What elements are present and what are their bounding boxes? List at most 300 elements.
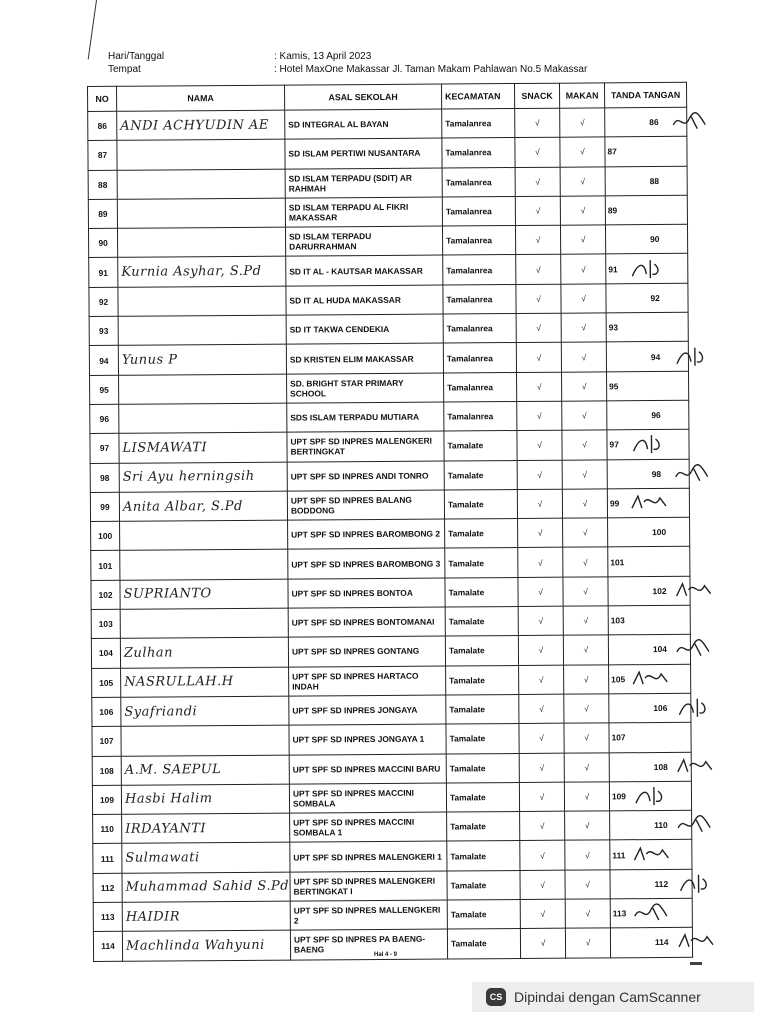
name-cell bbox=[119, 432, 287, 462]
signature-number: 91 bbox=[608, 263, 618, 274]
signature-number: 102 bbox=[652, 585, 667, 596]
makan-check: √ bbox=[564, 782, 609, 812]
place-label: Tempat bbox=[108, 64, 141, 75]
signature-mark bbox=[677, 931, 717, 953]
snack-check: √ bbox=[517, 460, 562, 490]
attendance-table bbox=[87, 82, 693, 962]
makan-check: √ bbox=[560, 108, 605, 138]
school-cell: UPT SPF SD INPRES HARTACO INDAH bbox=[289, 666, 446, 696]
camscanner-logo-icon: CS bbox=[486, 988, 506, 1006]
date-value: : Kamis, 13 April 2023 bbox=[274, 51, 372, 62]
snack-check: √ bbox=[515, 108, 560, 138]
name-cell bbox=[120, 520, 288, 550]
table-row bbox=[88, 224, 687, 257]
school-cell: SDS ISLAM TERPADU MUTIARA bbox=[287, 402, 444, 432]
row-number: 102 bbox=[91, 580, 120, 609]
handwritten-name: Sri Ayu herningsih bbox=[122, 469, 255, 485]
school-cell: UPT SPF SD INPRES PA BAENG-BAENG bbox=[290, 929, 447, 959]
school-cell: UPT SPF SD INPRES JONGAYA 1 bbox=[289, 724, 446, 754]
row-number: 87 bbox=[88, 141, 117, 170]
signature-number: 96 bbox=[651, 410, 661, 421]
table-row bbox=[93, 810, 692, 843]
makan-check: √ bbox=[560, 196, 605, 226]
camscanner-text: Dipindai dengan CamScanner bbox=[514, 989, 701, 1005]
name-cell bbox=[120, 637, 288, 667]
name-cell bbox=[118, 257, 286, 287]
snack-check: √ bbox=[519, 782, 564, 812]
district-cell: Tamalate bbox=[446, 665, 519, 695]
school-cell: SD ISLAM TERPADU (SDIT) AR RAHMAH bbox=[285, 168, 442, 198]
signature-cell bbox=[605, 224, 687, 254]
snack-check: √ bbox=[518, 636, 563, 666]
district-cell: Tamalate bbox=[445, 548, 518, 578]
school-cell: UPT SPF SD INPRES MALENGKERI BERTINGKAT bbox=[287, 431, 444, 461]
row-number: 99 bbox=[90, 492, 119, 521]
snack-check: √ bbox=[516, 343, 561, 373]
table-row bbox=[92, 723, 691, 756]
handwritten-name: Yunus P bbox=[121, 352, 178, 368]
row-number: 93 bbox=[89, 316, 118, 345]
signature-number: 100 bbox=[652, 527, 667, 538]
signature-number: 112 bbox=[654, 878, 669, 889]
table-row bbox=[91, 547, 690, 580]
snack-check: √ bbox=[515, 225, 560, 255]
district-cell: Tamalate bbox=[445, 519, 518, 549]
col-makan: MAKAN bbox=[559, 83, 604, 108]
row-number: 101 bbox=[91, 551, 120, 580]
col-nama: NAMA bbox=[117, 85, 285, 111]
snack-check: √ bbox=[519, 694, 564, 724]
document-header bbox=[108, 50, 587, 76]
snack-check: √ bbox=[516, 284, 561, 314]
row-number: 94 bbox=[89, 346, 118, 375]
signature-cell bbox=[607, 400, 689, 430]
name-cell bbox=[122, 901, 290, 931]
signature-number: 98 bbox=[651, 468, 662, 479]
school-cell: SD ISLAM TERPADU DARURRAHMAN bbox=[285, 226, 442, 256]
school-cell: SD IT AL - KAUTSAR MAKASSAR bbox=[286, 256, 443, 286]
makan-check: √ bbox=[560, 137, 605, 167]
handwritten-name: IRDAYANTI bbox=[125, 820, 207, 837]
school-cell: SD ISLAM PERTIWI NUSANTARA bbox=[285, 138, 442, 168]
signature-number: 106 bbox=[653, 703, 668, 714]
signature-cell bbox=[606, 283, 688, 313]
table-row bbox=[93, 869, 692, 902]
name-cell bbox=[117, 110, 285, 140]
school-cell: UPT SPF SD INPRES BAROMBONG 2 bbox=[288, 519, 445, 549]
name-cell bbox=[119, 374, 287, 404]
school-cell: SD INTEGRAL AL BAYAN bbox=[285, 109, 442, 139]
handwritten-name: LISMAWATI bbox=[122, 440, 208, 456]
table-row bbox=[92, 664, 691, 697]
district-cell: Tamalate bbox=[446, 753, 519, 783]
signature-mark bbox=[677, 872, 717, 894]
signature-number: 99 bbox=[609, 498, 620, 509]
makan-check: √ bbox=[564, 694, 609, 724]
row-number: 106 bbox=[92, 697, 121, 726]
makan-check: √ bbox=[560, 166, 605, 196]
name-cell bbox=[122, 813, 290, 843]
district-cell: Tamalate bbox=[445, 636, 518, 666]
signature-cell bbox=[608, 547, 690, 577]
school-cell: UPT SPF SD INPRES BONTOMANAI bbox=[288, 607, 445, 637]
row-number: 113 bbox=[93, 902, 122, 931]
signature-cell bbox=[610, 898, 692, 928]
district-cell: Tamalate bbox=[447, 929, 520, 959]
table-row bbox=[90, 459, 689, 492]
row-number: 111 bbox=[93, 844, 122, 873]
school-cell: UPT SPF SD INPRES MALENGKERI BERTINGKAT I bbox=[290, 871, 447, 901]
name-cell bbox=[121, 667, 289, 697]
signature-number: 111 bbox=[612, 849, 626, 860]
name-cell bbox=[118, 344, 286, 374]
signature-number: 110 bbox=[654, 820, 668, 831]
name-cell bbox=[122, 872, 290, 902]
signature-cell bbox=[608, 635, 690, 665]
makan-check: √ bbox=[564, 723, 609, 753]
school-cell: SD KRISTEN ELIM MAKASSAR bbox=[286, 343, 443, 373]
signature-cell bbox=[609, 752, 691, 782]
signature-mark bbox=[632, 843, 672, 865]
district-cell: Tamalate bbox=[444, 489, 517, 519]
school-cell: UPT SPF SD INPRES BAROMBONG 3 bbox=[288, 548, 445, 578]
signature-number: 109 bbox=[611, 791, 626, 802]
row-number: 91 bbox=[89, 258, 118, 287]
snack-check: √ bbox=[517, 372, 562, 402]
signature-mark bbox=[673, 345, 713, 367]
signature-mark bbox=[632, 785, 672, 807]
snack-check: √ bbox=[518, 606, 563, 636]
signature-number: 86 bbox=[649, 117, 659, 128]
signature-cell bbox=[606, 254, 688, 284]
district-cell: Tamalate bbox=[446, 694, 519, 724]
district-cell: Tamalanrea bbox=[442, 138, 515, 168]
row-number: 88 bbox=[88, 170, 117, 199]
table-row bbox=[90, 488, 689, 521]
snack-check: √ bbox=[518, 577, 563, 607]
name-cell bbox=[118, 315, 286, 345]
handwritten-name: Machlinda Wahyuni bbox=[125, 937, 265, 954]
signature-cell bbox=[610, 810, 692, 840]
snack-check: √ bbox=[520, 928, 565, 958]
row-number: 92 bbox=[89, 287, 118, 316]
name-cell bbox=[121, 755, 289, 785]
row-number: 109 bbox=[92, 785, 121, 814]
handwritten-name: HAIDIR bbox=[125, 909, 181, 925]
table-row bbox=[92, 781, 691, 814]
handwritten-name: Kurnia Asyhar, S.Pd bbox=[121, 263, 262, 280]
signature-mark bbox=[675, 638, 715, 660]
handwritten-name: ANDI ACHYUDIN AE bbox=[120, 117, 269, 134]
school-cell: UPT SPF SD INPRES MACCINI BARU bbox=[289, 754, 446, 784]
makan-check: √ bbox=[563, 577, 608, 607]
makan-check: √ bbox=[562, 459, 607, 489]
place-value: : Hotel MaxOne Makassar Jl. Taman Makam Pahlawan No.5 Makassar bbox=[274, 64, 588, 75]
school-cell: SD. BRIGHT STAR PRIMARY SCHOOL bbox=[287, 373, 444, 403]
row-number: 89 bbox=[88, 199, 117, 228]
signature-number: 94 bbox=[650, 351, 661, 362]
place-row bbox=[108, 63, 587, 76]
district-cell: Tamalate bbox=[447, 812, 520, 842]
district-cell: Tamalanrea bbox=[442, 226, 515, 256]
snack-check: √ bbox=[518, 548, 563, 578]
name-cell bbox=[121, 784, 289, 814]
district-cell: Tamalate bbox=[447, 841, 520, 871]
signature-cell bbox=[606, 342, 688, 372]
col-kecamatan: KECAMATAN bbox=[441, 84, 514, 110]
handwritten-name: Hasbi Halim bbox=[124, 791, 213, 808]
table-row bbox=[90, 430, 689, 463]
school-cell: SD IT AL HUDA MAKASSAR bbox=[286, 285, 443, 315]
name-cell bbox=[118, 286, 286, 316]
handwritten-name: A.M. SAEPUL bbox=[124, 762, 222, 778]
row-number: 104 bbox=[91, 639, 120, 668]
district-cell: Tamalanrea bbox=[444, 401, 517, 431]
table-row bbox=[88, 107, 687, 140]
table-row bbox=[91, 635, 690, 668]
row-number: 107 bbox=[92, 727, 121, 756]
signature-number: 95 bbox=[609, 381, 619, 392]
district-cell: Tamalate bbox=[445, 607, 518, 637]
snack-check: √ bbox=[517, 489, 562, 519]
district-cell: Tamalate bbox=[444, 431, 517, 461]
signature-mark bbox=[629, 433, 669, 455]
signature-number: 101 bbox=[610, 556, 625, 567]
handwritten-name: Anita Albar, S.Pd bbox=[122, 498, 243, 515]
signature-cell bbox=[605, 166, 687, 196]
signature-cell bbox=[606, 312, 688, 342]
signature-cell bbox=[605, 137, 687, 167]
snack-check: √ bbox=[519, 665, 564, 695]
signature-number: 103 bbox=[610, 615, 625, 626]
snack-check: √ bbox=[515, 167, 560, 197]
table-row bbox=[93, 898, 692, 931]
table-row bbox=[89, 283, 688, 316]
row-number: 90 bbox=[88, 228, 117, 257]
name-cell bbox=[119, 403, 287, 433]
school-cell: UPT SPF SD INPRES MALLENGKERI 2 bbox=[290, 900, 447, 930]
row-number: 97 bbox=[90, 434, 119, 463]
signature-mark bbox=[674, 462, 714, 484]
signature-number: 108 bbox=[653, 761, 668, 772]
name-cell bbox=[119, 491, 287, 521]
row-number: 108 bbox=[92, 756, 121, 785]
school-cell: UPT SPF SD INPRES MALENGKERI 1 bbox=[290, 841, 447, 871]
makan-check: √ bbox=[565, 928, 610, 958]
table-row bbox=[92, 693, 691, 726]
table-row bbox=[91, 605, 690, 638]
table-row bbox=[88, 137, 687, 170]
school-cell: UPT SPF SD INPRES GONTANG bbox=[288, 636, 445, 666]
makan-check: √ bbox=[562, 489, 607, 519]
name-cell bbox=[121, 725, 289, 755]
signature-number: 104 bbox=[652, 644, 667, 655]
name-cell bbox=[117, 198, 285, 228]
school-cell: UPT SPF SD INPRES JONGAYA bbox=[289, 695, 446, 725]
signature-number: 89 bbox=[607, 205, 618, 216]
signature-cell bbox=[607, 371, 689, 401]
district-cell: Tamalate bbox=[447, 870, 520, 900]
table-row bbox=[91, 576, 690, 609]
makan-check: √ bbox=[561, 342, 606, 372]
signature-cell bbox=[610, 840, 692, 870]
signature-cell bbox=[605, 195, 687, 225]
district-cell: Tamalanrea bbox=[442, 109, 515, 139]
snack-check: √ bbox=[519, 753, 564, 783]
signature-cell bbox=[608, 517, 690, 547]
date-label: Hari/Tanggal bbox=[108, 51, 165, 62]
makan-check: √ bbox=[565, 899, 610, 929]
table-row bbox=[88, 166, 687, 199]
district-cell: Tamalanrea bbox=[443, 314, 516, 344]
snack-check: √ bbox=[519, 723, 564, 753]
snack-check: √ bbox=[520, 870, 565, 900]
makan-check: √ bbox=[564, 752, 609, 782]
signature-number: 88 bbox=[649, 175, 660, 186]
district-cell: Tamalanrea bbox=[443, 343, 516, 373]
school-cell: UPT SPF SD INPRES MACCINI SOMBALA 1 bbox=[290, 812, 447, 842]
row-number: 112 bbox=[93, 873, 122, 902]
name-cell bbox=[117, 169, 285, 199]
col-tanda-tangan: TANDA TANGAN bbox=[604, 82, 686, 108]
signature-cell bbox=[605, 107, 687, 137]
signature-mark bbox=[671, 111, 711, 133]
name-cell bbox=[119, 462, 287, 492]
handwritten-name: NASRULLAH.H bbox=[124, 674, 234, 691]
signature-mark bbox=[633, 902, 673, 924]
table-row bbox=[93, 840, 692, 873]
signature-cell bbox=[609, 693, 691, 723]
school-cell: SD IT TAKWA CENDEKIA bbox=[286, 314, 443, 344]
snack-check: √ bbox=[516, 255, 561, 285]
makan-check: √ bbox=[563, 547, 608, 577]
school-cell: UPT SPF SD INPRES MACCINI SOMBALA bbox=[289, 783, 446, 813]
handwritten-name: Sulmawati bbox=[125, 850, 200, 866]
makan-check: √ bbox=[561, 254, 606, 284]
row-number: 96 bbox=[90, 404, 119, 433]
signature-number: 97 bbox=[609, 439, 619, 450]
makan-check: √ bbox=[561, 284, 606, 314]
signature-mark bbox=[676, 814, 716, 836]
row-number: 114 bbox=[93, 932, 122, 961]
signature-cell bbox=[610, 869, 692, 899]
table-row bbox=[89, 312, 688, 345]
name-cell bbox=[122, 843, 290, 873]
district-cell: Tamalate bbox=[447, 900, 520, 930]
signature-cell bbox=[608, 576, 690, 606]
page-number: Hal 4 - 9 bbox=[374, 952, 398, 958]
district-cell: Tamalanrea bbox=[442, 196, 515, 226]
makan-check: √ bbox=[563, 518, 608, 548]
table-row bbox=[88, 195, 687, 228]
signature-mark bbox=[630, 492, 670, 514]
row-number: 98 bbox=[90, 463, 119, 492]
district-cell: Tamalanrea bbox=[444, 372, 517, 402]
name-cell bbox=[120, 550, 288, 580]
handwritten-name: Muhammad Sahid S.Pd bbox=[125, 878, 290, 896]
makan-check: √ bbox=[561, 313, 606, 343]
row-number: 100 bbox=[91, 521, 120, 550]
makan-check: √ bbox=[560, 225, 605, 255]
makan-check: √ bbox=[562, 401, 607, 431]
table-row bbox=[92, 752, 691, 785]
row-number: 86 bbox=[88, 111, 117, 140]
table-row bbox=[90, 400, 689, 433]
makan-check: √ bbox=[565, 870, 610, 900]
name-cell bbox=[122, 930, 290, 960]
name-cell bbox=[117, 227, 285, 257]
snack-check: √ bbox=[517, 430, 562, 460]
snack-check: √ bbox=[520, 841, 565, 871]
signature-cell bbox=[607, 459, 689, 489]
signature-number: 92 bbox=[650, 292, 660, 303]
signature-cell bbox=[609, 723, 691, 753]
scan-edge-line bbox=[88, 0, 97, 59]
snack-check: √ bbox=[515, 137, 560, 167]
signature-mark bbox=[674, 580, 714, 602]
col-snack: SNACK bbox=[514, 83, 559, 108]
snack-check: √ bbox=[515, 196, 560, 226]
signature-number: 87 bbox=[607, 146, 617, 157]
name-cell bbox=[117, 139, 285, 169]
row-number: 95 bbox=[90, 375, 119, 404]
signature-number: 113 bbox=[612, 908, 627, 919]
district-cell: Tamalate bbox=[445, 577, 518, 607]
makan-check: √ bbox=[564, 665, 609, 695]
district-cell: Tamalanrea bbox=[443, 255, 516, 285]
row-number: 103 bbox=[91, 609, 120, 638]
handwritten-name: SUPRIANTO bbox=[123, 586, 212, 603]
school-cell: UPT SPF SD INPRES BALANG BODDONG bbox=[287, 490, 444, 520]
district-cell: Tamalate bbox=[444, 460, 517, 490]
makan-check: √ bbox=[565, 811, 610, 841]
table-row bbox=[91, 517, 690, 550]
signature-number: 107 bbox=[611, 732, 626, 743]
snack-check: √ bbox=[520, 899, 565, 929]
signature-cell bbox=[607, 488, 689, 518]
snack-check: √ bbox=[516, 313, 561, 343]
snack-check: √ bbox=[520, 811, 565, 841]
name-cell bbox=[120, 608, 288, 638]
signature-mark bbox=[631, 668, 671, 690]
col-asal-sekolah: ASAL SEKOLAH bbox=[284, 84, 441, 110]
district-cell: Tamalate bbox=[446, 724, 519, 754]
signature-number: 90 bbox=[650, 234, 660, 245]
table-row bbox=[89, 254, 688, 287]
row-number: 105 bbox=[92, 668, 121, 697]
makan-check: √ bbox=[562, 430, 607, 460]
signature-number: 93 bbox=[608, 322, 619, 333]
signature-number: 114 bbox=[654, 937, 669, 948]
signature-cell bbox=[610, 928, 692, 958]
name-cell bbox=[121, 696, 289, 726]
makan-check: √ bbox=[563, 606, 608, 636]
date-row bbox=[108, 50, 587, 63]
signature-cell bbox=[609, 781, 691, 811]
name-cell bbox=[120, 579, 288, 609]
snack-check: √ bbox=[517, 401, 562, 431]
school-cell: UPT SPF SD INPRES BONTOA bbox=[288, 578, 445, 608]
district-cell: Tamalate bbox=[446, 782, 519, 812]
camscanner-watermark bbox=[472, 982, 754, 1012]
makan-check: √ bbox=[565, 840, 610, 870]
signature-cell bbox=[608, 605, 690, 635]
signature-mark bbox=[676, 755, 716, 777]
school-cell: UPT SPF SD INPRES ANDI TONRO bbox=[287, 461, 444, 491]
signature-mark bbox=[628, 258, 668, 280]
district-cell: Tamalanrea bbox=[443, 284, 516, 314]
table-row bbox=[89, 342, 688, 375]
